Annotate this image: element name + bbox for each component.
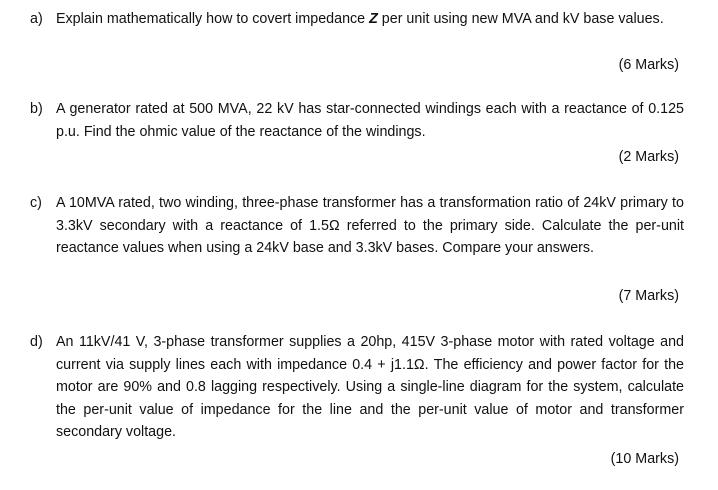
question-a-text: [56, 8, 684, 31]
question-a-text-start: Explain mathematically how to covert impedance: [56, 11, 370, 27]
question-d-text: An 11kV/41 V, 3-phase transformer supplies a 20hp, 415V 3-phase motor with rated voltage and current via supply lines each with impedance 0.4 + j1.1Ω. The efficiency and power factor for the motor are 90% and 0.8 lagging respectively. Using a single-line diagram for the system, calculate the per-unit value of impedance for the line and the per-unit value of motor and transformer secondary voltage.: [56, 334, 684, 440]
impedance-symbol: Z: [369, 11, 378, 27]
question-c-text: A 10MVA rated, two winding, three-phase transformer has a transformation ratio of 24kV primary to 3.3kV secondary with a reactance of 1.5Ω referred to the primary side. Calculate the per-unit reactance values when using a 24kV base and 3.3kV bases. Compare your answers.: [56, 195, 684, 256]
question-d-marks: (10 Marks): [610, 451, 679, 467]
question-a-marks: (6 Marks): [618, 57, 679, 73]
question-b-text: A generator rated at 500 MVA, 22 kV has star-connected windings each with a reactance of 0.125 p.u. Find the ohmic value of the reactance of the windings.: [56, 101, 684, 140]
question-d-label: d): [30, 334, 43, 350]
question-b-marks: (2 Marks): [618, 149, 679, 165]
question-a-label: a): [30, 11, 43, 27]
question-c-label: c): [30, 195, 42, 211]
question-c-marks: (7 Marks): [618, 288, 679, 304]
question-a-text-end: per unit using new MVA and kV base values.: [377, 11, 664, 27]
question-b-label: b): [30, 101, 43, 117]
